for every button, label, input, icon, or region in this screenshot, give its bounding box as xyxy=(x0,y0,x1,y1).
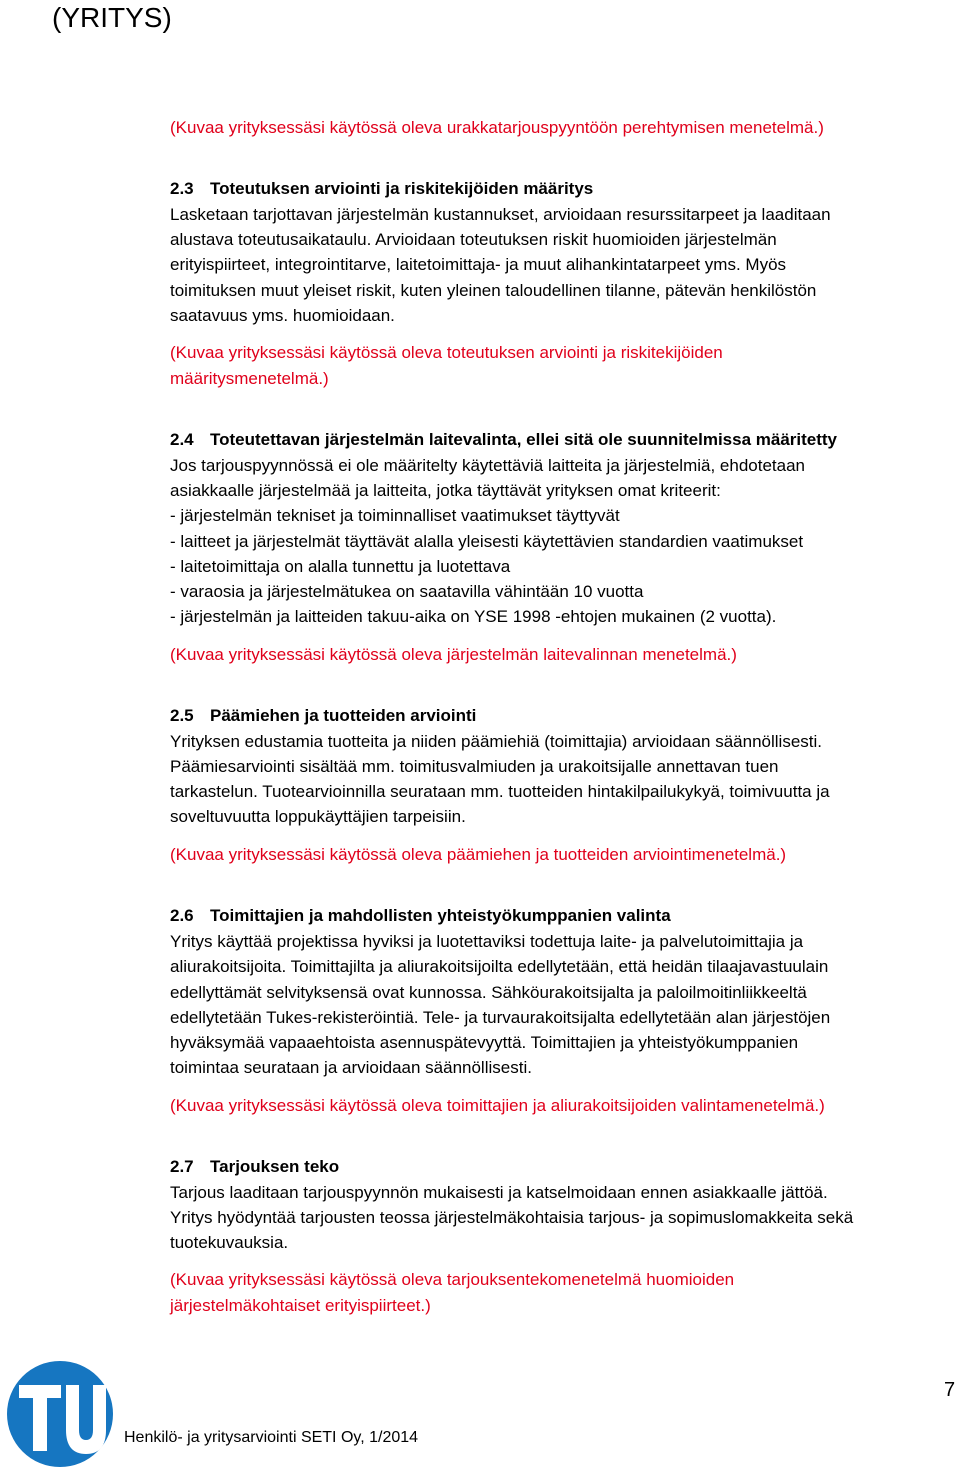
paragraph-line: Yritys käyttää projektissa hyviksi ja luotettaviksi todettuja laite- ja palvelutoimittajia ja xyxy=(170,932,804,951)
paragraph-line: saatavuus yms. huomioidaan. xyxy=(170,306,395,325)
list-item: - varaosia ja järjestelmätukea on saatavilla vähintään 10 vuotta xyxy=(170,582,644,601)
paragraph-line: tuotekuvauksia. xyxy=(170,1233,289,1252)
note-line: (Kuvaa yrityksessäsi käytössä oleva päämiehen ja tuotteiden arviointimenetelmä.) xyxy=(170,845,787,864)
section-heading-2-4 xyxy=(170,429,837,451)
paragraph-line: Jos tarjouspyynnössä ei ole määritelty käytettäviä laitteita ja järjestelmiä, ehdotetaan xyxy=(170,456,806,475)
list-item: - laitetoimittaja on alalla tunnettu ja luotettava xyxy=(170,557,511,576)
section-title: Päämiehen ja tuotteiden arviointi xyxy=(210,706,477,725)
section-number: 2.3 xyxy=(170,179,194,198)
note-line: (Kuvaa yrityksessäsi käytössä oleva järjestelmän laitevalinnan menetelmä.) xyxy=(170,645,737,664)
section-number: 2.7 xyxy=(170,1157,194,1176)
page-title: (YRITYS) xyxy=(52,2,172,33)
note-line: (Kuvaa yrityksessäsi käytössä oleva tarjouksentekomenetelmä huomioiden xyxy=(170,1270,735,1289)
paragraph-line: asiakkaalle järjestelmää ja laitteita, jotka täyttävät yrityksen omat kriteerit: xyxy=(170,481,721,500)
paragraph-line: Tarjous laaditaan tarjouspyynnön mukaisesti ja katselmoidaan ennen asiakkaalle jättöä. xyxy=(170,1183,828,1202)
paragraph-line: Yrityksen edustamia tuotteita ja niiden päämiehiä (toimittajia) arvioidaan säännöllisesti. xyxy=(170,732,823,751)
paragraph-line: alustava toteutusaikataulu. Arvioidaan toteutuksen riskit huomioiden järjestelmän xyxy=(170,230,777,249)
paragraph-line: Lasketaan tarjottavan järjestelmän kustannukset, arvioidaan resurssitarpeet ja laaditaan xyxy=(170,205,831,224)
paragraph-line: toimituksen muut yleiset riskit, kuten yleinen taloudellinen tilanne, pätevän henkilöstön xyxy=(170,281,817,300)
paragraph-line: edellyttämät selvityksensä ovat kunnossa. Sähköurakoitsijalta ja paloilmoitinliikkeeltä xyxy=(170,983,807,1002)
section-number: 2.5 xyxy=(170,706,194,725)
section-heading-2-3 xyxy=(170,178,593,200)
note-line: järjestelmäkohtaiset erityispiirteet.) xyxy=(170,1296,431,1315)
note-line: (Kuvaa yrityksessäsi käytössä oleva toteutuksen arviointi ja riskitekijöiden xyxy=(170,343,723,362)
section-title: Tarjouksen teko xyxy=(210,1157,340,1176)
section-title: Toteutettavan järjestelmän laitevalinta, ellei sitä ole suunnitelmissa määritetty xyxy=(210,430,838,449)
note-line: (Kuvaa yrityksessäsi käytössä oleva toimittajien ja aliurakoitsijoiden valintamenetelmä.) xyxy=(170,1096,825,1115)
section-title: Toteutuksen arviointi ja riskitekijöiden määritys xyxy=(210,179,594,198)
section-number: 2.6 xyxy=(170,906,194,925)
paragraph-line: soveltuvuutta loppukäyttäjien tarpeisiin. xyxy=(170,807,466,826)
paragraph-line: Päämiesarviointi sisältää mm. toimitusvalmiuden ja urakoitsijalle annettavan tuen xyxy=(170,757,779,776)
list-item: - järjestelmän ja laitteiden takuu-aika on YSE 1998 -ehtojen mukainen (2 vuotta). xyxy=(170,607,777,626)
logo-letter-t-stem xyxy=(33,1385,47,1451)
paragraph-line: hyväksymää vapaaehtoista asennuspätevyyttä. Toimittajien ja yhteistyökumppanien xyxy=(170,1033,799,1052)
paragraph-line: Yritys hyödyntää tarjousten teossa järjestelmäkohtaisia tarjous- ja sopimuslomakkeita sekä xyxy=(170,1208,854,1227)
paragraph-line: erityispiirteet, integrointitarve, laitetoimittaja- ja muut alihankintatarpeet yms. Myös xyxy=(170,255,787,274)
note-line: määritysmenetelmä.) xyxy=(170,369,329,388)
section-heading-2-7 xyxy=(170,1156,339,1178)
section-title: Toimittajien ja mahdollisten yhteistyökumppanien valinta xyxy=(210,906,671,925)
section-heading-2-6 xyxy=(170,905,671,927)
section-heading-2-5 xyxy=(170,705,476,727)
intro-note-line: (Kuvaa yrityksessäsi käytössä oleva urakkatarjouspyyntöön perehtymisen menetelmä.) xyxy=(170,118,824,137)
paragraph-line: edellytetään Tukes-rekisteröintiä. Tele- ja turvaurakoitsijalta edellytetään alan järjestöjen xyxy=(170,1008,831,1027)
tu-logo xyxy=(6,1360,114,1468)
list-item: - järjestelmän tekniset ja toiminnalliset vaatimukset täyttyvät xyxy=(170,506,620,525)
page-number: 7 xyxy=(944,1379,956,1401)
footer-company: Henkilö- ja yritysarviointi SETI Oy, 1/2014 xyxy=(124,1429,419,1446)
paragraph-line: aliurakoitsijoita. Toimittajilta ja aliurakoitsijoilta edellytetään, että heidän tilaajavastuulain xyxy=(170,957,829,976)
paragraph-line: toimintaa seurataan ja arvioidaan säännöllisesti. xyxy=(170,1058,532,1077)
list-item: - laitteet ja järjestelmät täyttävät alalla yleisesti käytettävien standardien vaatimukset xyxy=(170,532,804,551)
section-number: 2.4 xyxy=(170,430,194,449)
paragraph-line: tarkastelun. Tuotearvioinnilla seurataan mm. tuotteiden hintakilpailukykyä, toimivuutta ja xyxy=(170,782,830,801)
